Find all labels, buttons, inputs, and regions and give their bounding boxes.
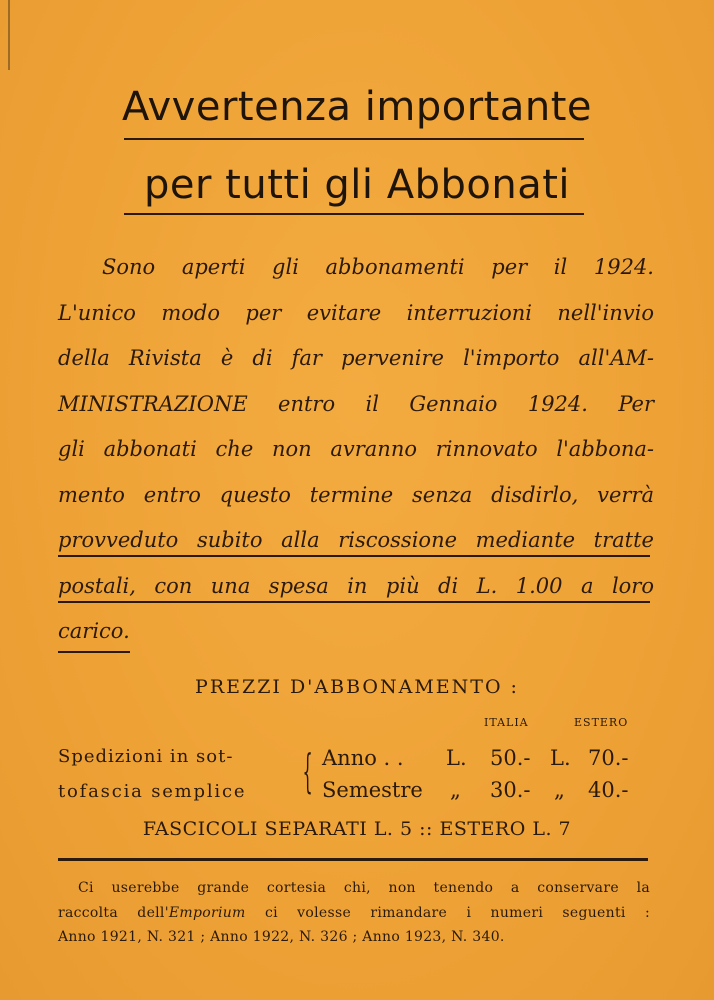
price-estero-prefix: „ bbox=[554, 778, 565, 802]
title-line-1: Avvertenza importante bbox=[121, 84, 592, 130]
underline-postali bbox=[58, 601, 650, 603]
notice-line: MINISTRAZIONE entro il Gennaio 1924. Per bbox=[58, 391, 654, 416]
price-italia: 30.- bbox=[490, 778, 531, 802]
price-currency: „ bbox=[450, 778, 461, 802]
notice-line: carico. bbox=[58, 619, 130, 643]
notice-line: gli abbonati che non avranno rinnovato l'abbona- bbox=[58, 437, 654, 461]
note-line-2-start: raccolta dell' bbox=[58, 904, 169, 921]
single-issue-prices: FASCICOLI SEPARATI L. 5 :: ESTERO L. 7 bbox=[142, 818, 572, 840]
price-estero: 70.- bbox=[588, 746, 629, 770]
back-issues-note bbox=[58, 876, 650, 950]
note-line-3: Anno 1921, N. 321 ; Anno 1922, N. 326 ; Anno 1923, N. 340. bbox=[58, 929, 505, 945]
title-underline-1 bbox=[124, 138, 584, 140]
title-underline-2 bbox=[124, 213, 584, 215]
price-period: Anno . . bbox=[322, 746, 404, 770]
underline-carico bbox=[58, 651, 130, 653]
brace-icon: { bbox=[302, 744, 313, 798]
price-estero-prefix: L. bbox=[550, 746, 571, 770]
notice-line: mento entro questo termine senza disdirlo, verrà bbox=[58, 482, 654, 507]
col-header-italia: ITALIA bbox=[484, 716, 529, 729]
notice-line: postali, con una spesa in più di L. 1.00 a loro bbox=[58, 573, 654, 598]
note-line-2 bbox=[58, 901, 650, 926]
price-period: Semestre bbox=[322, 778, 423, 802]
notice-line: provveduto subito alla riscossione mediante tratte bbox=[58, 528, 654, 552]
price-currency: L. bbox=[446, 746, 467, 770]
notice-paragraph bbox=[58, 245, 654, 655]
price-italia: 50.- bbox=[490, 746, 531, 770]
note-line-2-end: ci volesse rimandare i numeri seguenti : bbox=[245, 904, 650, 921]
section-divider bbox=[58, 858, 648, 861]
note-line-1: Ci userebbe grande cortesia chi, non tenendo a conservare la bbox=[78, 880, 650, 896]
magazine-name: Emporium bbox=[168, 904, 246, 921]
edge-mark bbox=[8, 0, 10, 70]
col-header-estero: ESTERO bbox=[574, 716, 629, 729]
notice-line: della Rivista è di far pervenire l'importo all'AM- bbox=[58, 346, 654, 370]
price-estero: 40.- bbox=[588, 778, 629, 802]
prices-heading: PREZZI D'ABBONAMENTO : bbox=[195, 676, 519, 698]
shipping-label-line-1: Spedizioni in sot- bbox=[58, 746, 234, 767]
notice-line: Sono aperti gli abbonamenti per il 1924. bbox=[102, 255, 654, 279]
underline-tratte bbox=[58, 555, 650, 557]
notice-line: L'unico modo per evitare interruzioni nell'invio bbox=[58, 300, 654, 325]
shipping-label-line-2: tofascia semplice bbox=[58, 781, 247, 802]
title-line-2: per tutti gli Abbonati bbox=[144, 162, 570, 208]
